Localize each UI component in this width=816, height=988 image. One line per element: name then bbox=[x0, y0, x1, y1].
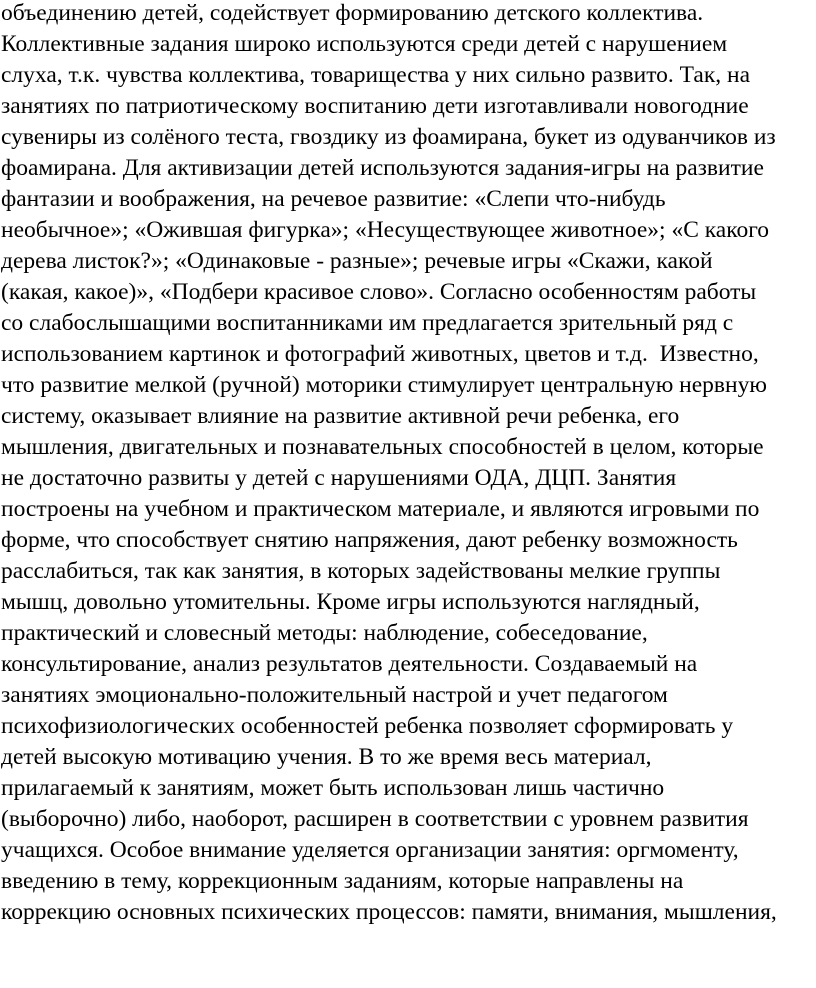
text-line: (какая, какое)», «Подбери красивое слово». Согласно особенностям работы bbox=[1, 279, 757, 306]
text-line: необычное»; «Ожившая фигурка»; «Несуществующее животное»; «С какого bbox=[1, 217, 770, 244]
text-line: детей высокую мотивацию учения. В то же время весь материал, bbox=[1, 744, 652, 771]
text-line: расслабиться, так как занятия, в которых задействованы мелкие группы bbox=[1, 558, 721, 585]
text-line: психофизиологических особенностей ребенка позволяет сформировать у bbox=[1, 713, 734, 740]
text-line: объединению детей, содействует формированию детского коллектива. bbox=[1, 0, 704, 26]
text-line: фоамирана. Для активизации детей используются задания-игры на развитие bbox=[1, 155, 764, 182]
text-line: Коллективные задания широко используются среди детей с нарушением bbox=[1, 31, 728, 58]
text-line: учащихся. Особое внимание уделяется организации занятия: оргмоменту, bbox=[1, 837, 739, 864]
text-line: консультирование, анализ результатов деятельности. Создаваемый на bbox=[1, 651, 698, 678]
text-line: систему, оказывает влияние на развитие активной речи ребенка, его bbox=[1, 403, 680, 430]
text-line: занятиях эмоционально-положительный настрой и учет педагогом bbox=[1, 682, 668, 709]
text-line: коррекцию основных психических процессов: памяти, внимания, мышления, bbox=[1, 899, 777, 926]
document-page bbox=[1, 0, 816, 928]
text-line: что развитие мелкой (ручной) моторики стимулирует центральную нервную bbox=[1, 372, 767, 399]
text-line: введению в тему, коррекционным заданиям, которые направлены на bbox=[1, 868, 684, 895]
text-line: форме, что способствует снятию напряжения, дают ребенку возможность bbox=[1, 527, 738, 554]
text-line: использованием картинок и фотографий животных, цветов и т.д. Известно, bbox=[1, 341, 759, 368]
text-line: мышления, двигательных и познавательных способностей в целом, которые bbox=[1, 434, 764, 461]
text-line: мышц, довольно утомительны. Кроме игры используются наглядный, bbox=[1, 589, 700, 616]
text-line: дерева листок?»; «Одинаковые - разные»; речевые игры «Скажи, какой bbox=[1, 248, 713, 275]
text-line: построены на учебном и практическом материале, и являются игровыми по bbox=[1, 496, 760, 523]
text-line: слуха, т.к. чувства коллектива, товарищества у них сильно развито. Так, на bbox=[1, 62, 751, 89]
text-line: не достаточно развиты у детей с нарушениями ОДА, ДЦП. Занятия bbox=[1, 465, 677, 492]
text-line: фантазии и воображения, на речевое развитие: «Слепи что-нибудь bbox=[1, 186, 666, 213]
text-line: со слабослышащими воспитанниками им предлагается зрительный ряд с bbox=[1, 310, 734, 337]
text-line: сувениры из солёного теста, гвоздику из фоамирана, букет из одуванчиков из bbox=[1, 124, 776, 151]
text-line: занятиях по патриотическому воспитанию дети изготавливали новогодние bbox=[1, 93, 749, 120]
text-line: прилагаемый к занятиям, может быть использован лишь частично bbox=[1, 775, 665, 802]
text-line: (выборочно) либо, наоборот, расширен в соответствии с уровнем развития bbox=[1, 806, 749, 833]
text-line: практический и словесный методы: наблюдение, собеседование, bbox=[1, 620, 648, 647]
